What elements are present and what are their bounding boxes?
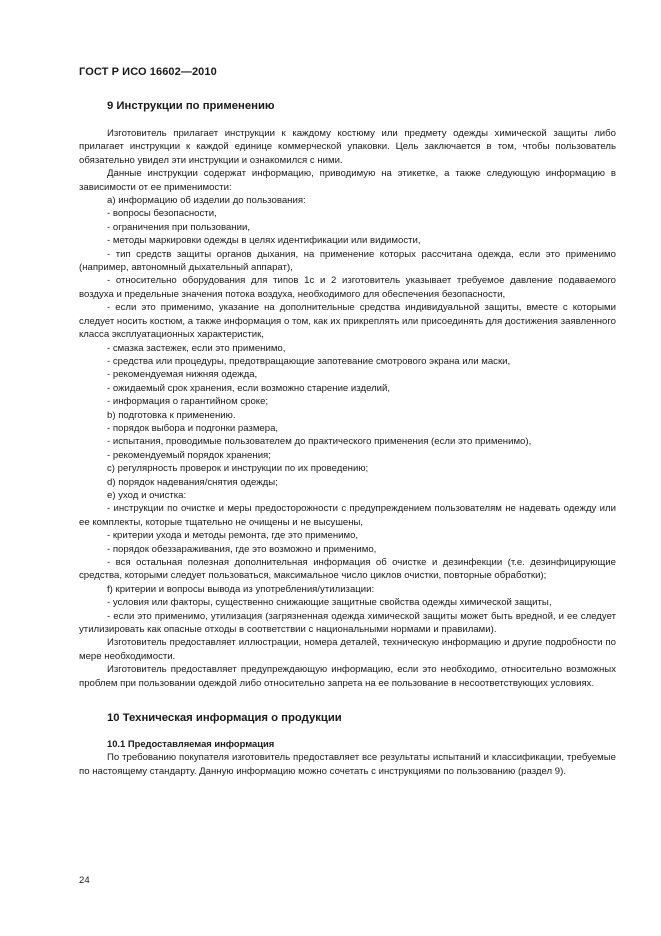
list-item: - порядок обеззараживания, где это возможно и применимо, (107, 543, 377, 555)
paragraph: По требованию покупателя изготовитель предоставляет все результаты испытаний и классификации, требуемые по настоящему стандарту. Данную информацию можно сочетать с инструкциями по пользованию (раздел 9). (79, 752, 616, 777)
list-item: - рекомендуемая нижняя одежда, (107, 369, 258, 381)
list-item: - смазка застежек, если это применимо, (107, 342, 286, 354)
list-item: d) порядок надевания/снятия одежды; (107, 476, 278, 488)
list-item: - испытания, проводимые пользователем до практического применения (если это применимо), (107, 436, 532, 448)
document-header: ГОСТ Р ИСО 16602—2010 (79, 66, 217, 78)
paragraph: Изготовитель прилагает инструкции к каждому костюму или предмету одежды химической защиты либо прилагает инструкции к каждой единице коммерческой упаковки. Цель заключается в том, чтобы пользователь обязательно увидел эти инструкции и ознакомился с ними. (79, 128, 616, 166)
list-item: - рекомендуемый порядок хранения; (107, 449, 271, 461)
list-item: - методы маркировки одежды в целях идентификации или видимости, (107, 235, 421, 247)
section-10-title: 10 Техническая информация о продукции (107, 712, 342, 725)
list-item: - тип средств защиты органов дыхания, на применение которых рассчитана одежда, если это применимо (например, автономный дыхательный аппарат), (79, 248, 616, 274)
list-item: - вопросы безопасности, (107, 208, 217, 220)
list-item: - ограничения при пользовании, (107, 221, 250, 233)
list-item: - информация о гарантийном сроке; (107, 396, 269, 408)
list-item: а) информацию об изделии до пользования: (107, 195, 306, 207)
paragraph: Изготовитель предоставляет иллюстрации, номера деталей, техническую информацию и другие подробности по мере необходимости. (79, 637, 616, 662)
list-item: - условия или факторы, существенно снижающие защитные свойства одежды химической защиты, (107, 597, 552, 609)
list-item: - порядок выбора и подгонки размера, (107, 422, 279, 434)
list-item: - средства или процедуры, предотвращающие запотевание смотрового экрана или маски, (107, 355, 511, 367)
list-item: - инструкции по очистке и меры предосторожности с предупреждением пользователям не надевать одежду или ее комплекты, которые тщательно не очищены и не высушены, (79, 503, 616, 528)
subsection-10-1-title: 10.1 Предоставляемая информация (107, 738, 275, 750)
paragraph: Изготовитель предоставляет предупреждающую информацию, если это необходимо, относительно возможных проблем при пользовании одеждой либо относительно запрета на ее пользование в несоответствующих условиях. (79, 664, 616, 689)
list-item: - если это применимо, указание на дополнительные средства индивидуальной защиты, вместе с которыми следует носить костюм, а также информация о том, как их прикреплять или присоединять для достижения заявленного класса эксплуатационных характеристик, (79, 302, 616, 341)
page-number: 24 (79, 875, 90, 886)
paragraph: Данные инструкции содержат информацию, приводимую на этикетке, а также следующую информацию в зависимости от ее применимости: (79, 168, 616, 193)
list-item: b) подготовка к применению. (107, 409, 236, 421)
list-item: - вся остальная полезная дополнительная информация об очистке и дезинфекции (т.е. дезинфицирующие средства, которыми следует пользоваться, максимальное число циклов очистки, повторные обработки); (79, 557, 616, 582)
list-item: - критерии ухода и методы ремонта, где это применимо, (107, 530, 359, 542)
list-item: e) уход и очистка: (107, 489, 187, 501)
list-item: c) регулярность проверок и инструкции по их проведению; (107, 463, 369, 475)
document-body (79, 99, 616, 778)
list-item: - если это применимо, утилизация (загрязненная одежда химической защиты может быть вредной, и ее следует утилизировать как опасные отходы в соответствии с национальными нормами и правилами). (79, 610, 616, 636)
list-item: f) критерии и вопросы вывода из употребления/утилизации: (107, 583, 375, 595)
list-item: - ожидаемый срок хранения, если возможно старение изделий, (107, 382, 391, 394)
list-item: - относительно оборудования для типов 1с и 2 изготовитель указывает требуемое давление подаваемого воздуха и предельные значения потока воздуха, необходимого для обеспечения безопасности, (79, 275, 616, 300)
section-9-title: 9 Инструкции по применению (107, 100, 275, 112)
